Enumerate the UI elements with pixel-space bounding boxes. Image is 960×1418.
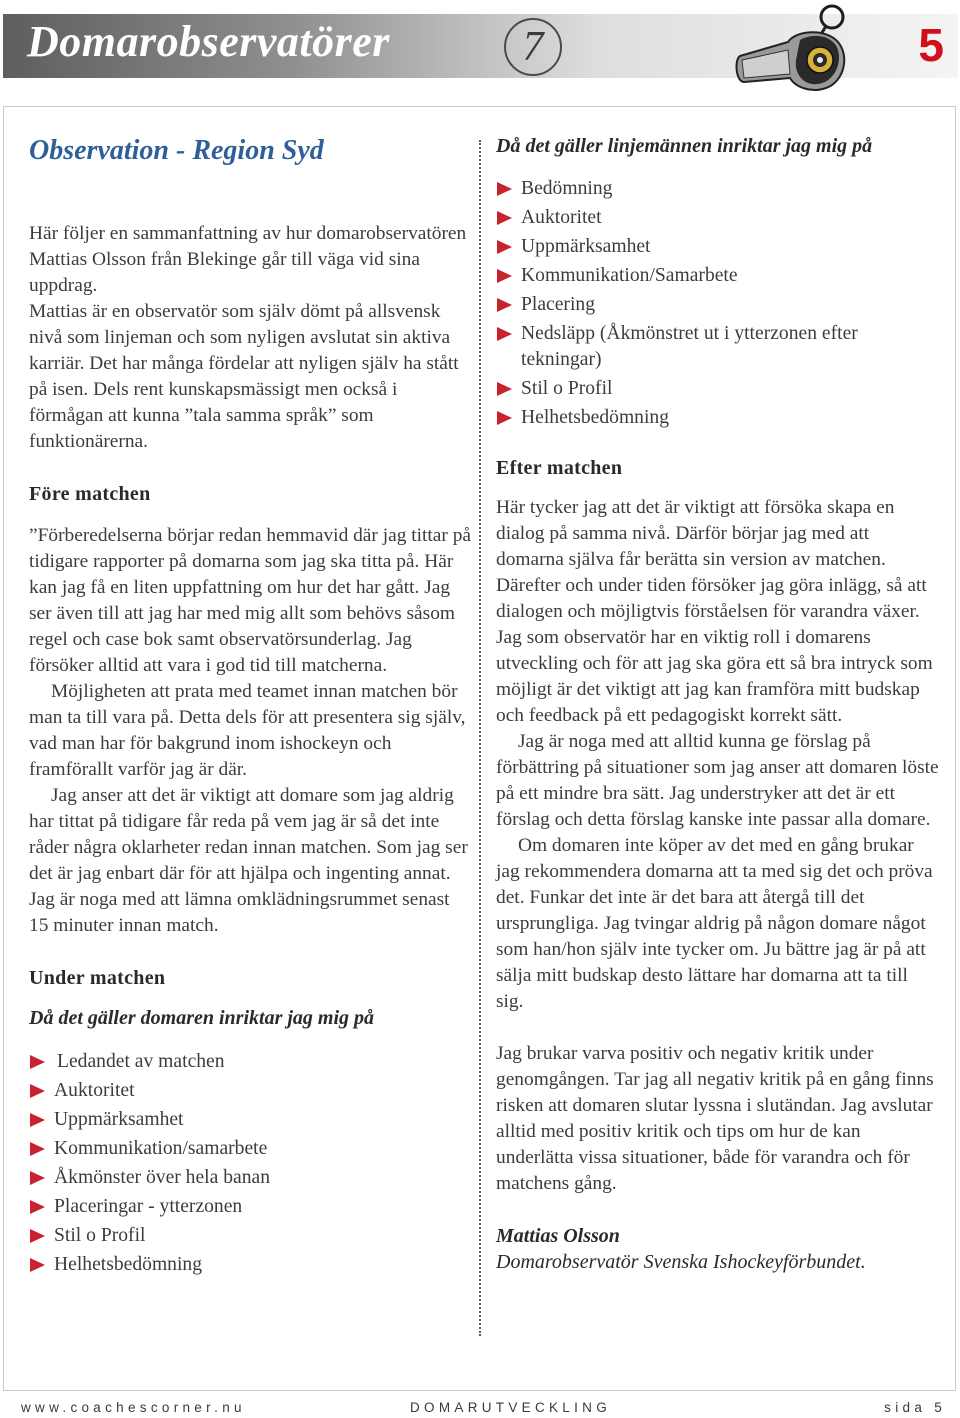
before-match-heading: Före matchen	[29, 483, 151, 505]
after-paragraph: Om domaren inte köper av det med en gång brukar jag rekommendera domarna att ta med sig det och pröva det. Funkar det inte är det bara att återgå till det ursprungliga. Jag tvingar aldrig på någon domare något som han/hon själv inte tycker om. Ju bättre jag är på att sälja mitt budskap desto lättare har domarna att ta till sig.	[496, 835, 933, 1012]
list-item: Placering	[496, 291, 940, 320]
bullet-triangle-icon	[497, 269, 512, 283]
list-item: Uppmärksamhet	[29, 1105, 473, 1134]
list-item: Åkmönster över hela banan	[29, 1163, 473, 1192]
bullet-triangle-icon	[30, 1258, 45, 1272]
list-item: Auktoritet	[496, 204, 940, 233]
list-item: Helhetsbedömning	[29, 1250, 473, 1279]
after-paragraph: Jag brukar varva positiv och negativ kritik under genomgången. Tar jag all negativ kritik på en gång finns risken att domaren slutar lyssna i slutändan. Jag avslutar alltid med positiv kritik och tips om hur de kan underlätta vissa situationer, både för varandra och för matchens gång.	[496, 1043, 934, 1194]
page-title: Domarobservatörer	[27, 17, 390, 66]
list-item: Helhetsbedömning	[496, 404, 940, 433]
bullet-triangle-icon	[30, 1200, 45, 1214]
after-paragraph: Jag är noga med att alltid kunna ge förslag på förbättring på situationer som jag anser att domaren löste på ett mindre bra sätt. Jag understryker att det är ett förslag och detta förslag kanske inte passar alla domare.	[496, 731, 939, 830]
article-title: Observation - Region Syd	[29, 135, 324, 166]
left-column	[29, 133, 473, 1279]
signature-title: Domarobservatör Svenska Ishockeyförbundet.	[496, 1251, 866, 1273]
signature-name: Mattias Olsson	[496, 1225, 620, 1247]
bullet-triangle-icon	[497, 327, 512, 341]
list-item: Placeringar - ytterzonen	[29, 1192, 473, 1221]
list-item: Stil o Profil	[496, 375, 940, 404]
list-item: Bedömning	[496, 175, 940, 204]
bullet-triangle-icon	[30, 1171, 45, 1185]
list-item: Ledandet av matchen	[29, 1047, 473, 1076]
issue-number-badge: 7	[504, 18, 562, 76]
referee-focus-heading: Då det gäller domaren inriktar jag mig på	[29, 1007, 375, 1029]
linesmen-focus-heading: Då det gäller linjemännen inriktar jag mig på	[496, 135, 873, 157]
intro-paragraph: Mattias är en observatör som själv dömt på allsvensk nivå som linjeman och som nyligen avslutat sin aktiva karriär. Det har många fördelar att nyligen själv ha stått på isen. Dels rent kunskapsmässigt men också i förmågan att kunna ”tala samma språk” som funktionärerna.	[29, 301, 459, 452]
bullet-triangle-icon	[497, 211, 512, 225]
bullet-triangle-icon	[30, 1229, 45, 1243]
right-column	[496, 133, 940, 1275]
list-item: Auktoritet	[29, 1076, 473, 1105]
referee-focus-list	[29, 1047, 473, 1279]
whistle-icon	[730, 0, 860, 100]
page-footer	[21, 1400, 946, 1418]
bullet-triangle-icon	[497, 182, 512, 196]
bullet-triangle-icon	[30, 1113, 45, 1127]
bullet-triangle-icon	[30, 1084, 45, 1098]
column-divider	[479, 140, 481, 1336]
list-item: Uppmärksamhet	[496, 233, 940, 262]
page-number: 5	[918, 19, 944, 71]
before-paragraph: Möjligheten att prata med teamet innan matchen bör man ta till vara på. Detta dels för att presentera sig själv, vad man har för bakgrund inom ishockeyn och framförallt varför jag är där.	[29, 681, 466, 780]
list-item: Stil o Profil	[29, 1221, 473, 1250]
after-match-heading: Efter matchen	[496, 457, 623, 479]
linesmen-focus-list	[496, 175, 940, 433]
bullet-triangle-icon	[497, 382, 512, 396]
during-match-heading: Under matchen	[29, 967, 166, 989]
after-paragraph: Här tycker jag att det är viktigt att försöka skapa en dialog på samma nivå. Därför börjar jag med att domarna själva får berätta sin version av matchen. Därefter och under tiden försöker jag göra inlägg, så att dialogen och möjligtvis förståelsen för varandra växer. Jag som observatör har en viktig roll i domarens utveckling och för att jag ska göra ett så bra intryck som möjligt är det viktigt att jag kan framföra mitt budskap och feedback på ett pedagogiskt korrekt sätt.	[496, 497, 933, 726]
before-paragraph: ”Förberedelserna börjar redan hemmavid där jag tittar på tidigare rapporter på domarna som jag ska titta på. Här kan jag få en liten uppfattning om hur det har gått. Jag ser även till att jag har med mig allt som behövs såsom regel och case bok samt observatörsunderlag. Jag försöker alltid att vara i god tid till matcherna.	[29, 525, 472, 676]
bullet-triangle-icon	[30, 1142, 45, 1156]
list-item: Kommunikation/Samarbete	[496, 262, 940, 291]
footer-website-link[interactable]: www.coachescorner.nu	[21, 1400, 246, 1415]
bullet-triangle-icon	[497, 298, 512, 312]
bullet-triangle-icon	[497, 411, 512, 425]
intro-paragraph: Här följer en sammanfattning av hur domarobservatören Mattias Olsson från Blekinge går till väga vid sina uppdrag.	[29, 223, 467, 296]
list-item: Kommunikation/samarbete	[29, 1134, 473, 1163]
footer-page-label: sida 5	[884, 1400, 946, 1415]
list-item: Nedsläpp (Åkmönstret ut i ytterzonen efter tekningar)	[496, 320, 940, 375]
bullet-triangle-icon	[30, 1055, 45, 1069]
bullet-triangle-icon	[497, 240, 512, 254]
before-paragraph: Jag anser att det är viktigt att domare som jag aldrig har tittat på tidigare får reda på vem jag är så det inte råder några oklarheter redan innan matchen. Som jag ser det är jag enbart där för att hjälpa och ingenting annat. Jag är noga med att lämna omklädningsrummet senast 15 minuter innan match.	[29, 785, 468, 936]
footer-section-label: DOMARUTVECKLING	[410, 1400, 612, 1415]
